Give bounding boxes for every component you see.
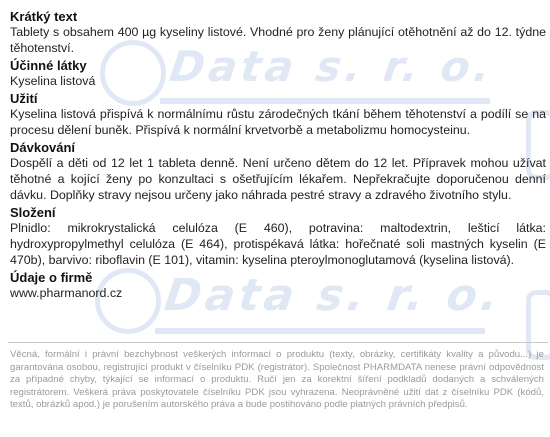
section-title-dosage: Dávkování [10,140,76,155]
section-title-composition: Složení [10,205,56,220]
section-title-company-info: Údaje o firmě [10,270,93,285]
section-body-dosage: Dospělí a děti od 12 let 1 tableta denně. Není určeno dětem do 12 let. Přípravek mohou užívat těhotné a kojící ženy po konzultaci s ošetřujícím lékařem. Nepřekračujte doporučenou denní dávku. Doplňky stravy nejsou určeny jako náhrada pestré stravy a zdravého životního stylu. [10,156,546,202]
disclaimer-text: Věcná, formální i právní bezchybnost veškerých informací o produktu (texty, obrázky, certifikáty kvality a původu...) je garantována osobou, registrující produkt v číselníku PDK (registrátor). Společnost PHARMDATA nenese právní odpovědnost za případné chyby, týkající se informací o produktu. Ručí jen za korektní šíření podkladů dodaných a schválených registrátorem. Veškerá práva poskytovatele číselníku PDK jsou vyhrazena. Neoprávněné užití dat z číselníku PDK (kódů, textů, obrázků apod.) je porušením autorského práva a bude postihováno podle platných právních předpisů. [10,349,544,411]
section-body-composition: Plnidlo: mikrokrystalická celulóza (E 460), potravina: maltodextrin, lešticí látka: hydroxypropylmethyl celulóza (E 464), protispékavá látka: hořečnaté soli mastných kyselin (E 470b), barvivo: riboflavin (E 101), vitamin: kyselina pteroylmonoglutamová (kyselina listová). [10,221,546,267]
section-body-short-text: Tablety s obsahem 400 µg kyseliny listové. Vhodné pro ženy plánující otěhotnění až do 12. týdne těhotenství. [10,25,546,55]
section-title-active-substances: Účinné látky [10,58,87,73]
watermark-text: Data s. r. o. [166,42,498,91]
product-info [10,10,546,301]
divider [8,342,548,343]
section-title-short-text: Krátký text [10,9,78,24]
company-website-link[interactable]: www.pharmanord.cz [10,286,123,300]
section-title-usage: Užití [10,91,38,106]
section-body-active-substances: Kyselina listová [10,74,96,88]
watermark-underline [155,328,485,334]
section-body-usage: Kyselina listová přispívá k normálnímu růstu zárodečných tkání během těhotenství a podílí se na procesu dělení buněk. Přispívá k normální krvetvorbě a metabolizmu homocysteinu. [10,107,546,137]
watermark-text: Data s. r. o. [161,270,506,321]
